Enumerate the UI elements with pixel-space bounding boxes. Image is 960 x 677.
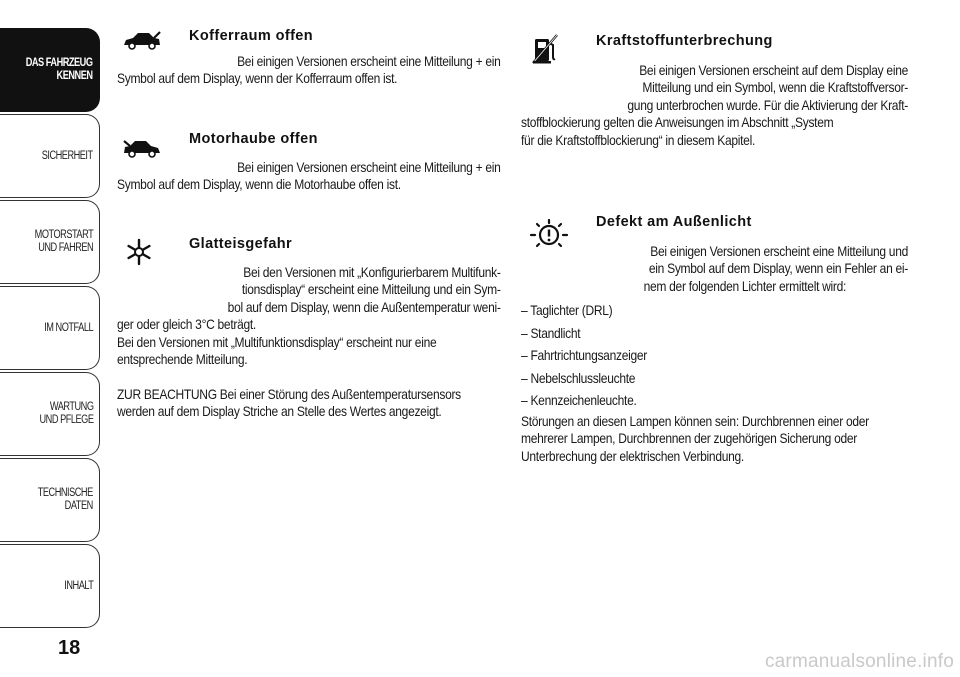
- paragraph-motorhaube: Bei einigen Versionen erscheint eine Mitteilung + ein Symbol auf dem Display, wenn die Motorhaube offen ist.: [117, 159, 501, 193]
- list-item: – Taglichter (DRL): [521, 302, 613, 318]
- snowflake-icon: [125, 238, 153, 266]
- list-item: – Fahrtrichtungsanzeiger: [521, 347, 647, 364]
- paragraph-kofferraum: Bei einigen Versionen erscheint eine Mitteilung + ein Symbol auf dem Display, wenn der Kofferraum offen ist.: [117, 53, 501, 87]
- light-list: [521, 299, 908, 412]
- page-number: 18: [58, 637, 81, 659]
- paragraph-kraftstoff: Bei einigen Versionen erscheint auf dem Display eine Mitteilung und ein Symbol, wenn die Kraftstoffversor- gung unterbrochen wurde. Für die Aktivierung der Kraft- stoffblockierung gelten die Anweisungen im Abschnitt „System für die Kraftstoffblockierung“ in diesem Kapitel.: [521, 62, 908, 148]
- paragraph-glatteis: Bei den Versionen mit „Konfigurierbarem Multifunk- tionsdisplay“ erscheint eine Mitteilung und ein Sym- bol auf dem Display, wenn die Außentemperatur weni- ger oder gleich 3°C beträgt. Bei den Versionen mit „Multifunktionsdisplay“ erscheint nur eine entsprechende Mitteilung.: [117, 264, 501, 368]
- tab-inhalt[interactable]: INHALT: [0, 544, 100, 628]
- tab-motorstart-und-fahren[interactable]: MOTORSTART UND FAHREN: [0, 200, 100, 284]
- note-glatteis: ZUR BEACHTUNG Bei einer Störung des Außentemperatursensors werden auf dem Display Striche an Stelle des Wertes angezeigt.: [117, 386, 461, 420]
- watermark: carmanualsonline.info: [764, 651, 954, 672]
- tab-wartung-und-pflege[interactable]: WARTUNG UND PFLEGE: [0, 372, 100, 456]
- list-item: – Standlicht: [521, 324, 581, 341]
- paragraph-aussenlicht: Bei einigen Versionen erscheint eine Mitteilung und ein Symbol auf dem Display, wenn ein Fehler an ei- nem der folgenden Lichter ermittelt wird:: [643, 243, 908, 294]
- tab-im-notfall[interactable]: IM NOTFALL: [0, 286, 100, 370]
- footer-aussenlicht: Störungen an diesen Lampen können sein: Durchbrennen einer oder mehrerer Lampen, Durchbrennen der zugehörigen Sicherung oder Unterbrechung der elektrischen Verbindung.: [521, 413, 869, 464]
- car-trunk-open-icon: [122, 30, 162, 50]
- tab-das-fahrzeug-kennen[interactable]: DAS FAHRZEUG KENNEN: [0, 28, 100, 112]
- section-title-glatteis: Glatteisgefahr: [189, 236, 293, 252]
- list-item: – Kennzeichenleuchte.: [521, 392, 637, 409]
- tab-sicherheit[interactable]: SICHERHEIT: [0, 114, 100, 198]
- list-item: – Nebelschlussleuchte: [521, 369, 636, 386]
- fuel-cutoff-icon: [531, 33, 559, 65]
- section-title-kraftstoff: Kraftstoffunterbrechung: [596, 33, 773, 49]
- section-title-kofferraum: Kofferraum offen: [189, 28, 314, 44]
- tab-technische-daten[interactable]: TECHNISCHE DATEN: [0, 458, 100, 542]
- car-hood-open-icon: [122, 138, 162, 158]
- section-title-motorhaube: Motorhaube offen: [189, 131, 318, 147]
- section-title-aussenlicht: Defekt am Außenlicht: [596, 214, 752, 230]
